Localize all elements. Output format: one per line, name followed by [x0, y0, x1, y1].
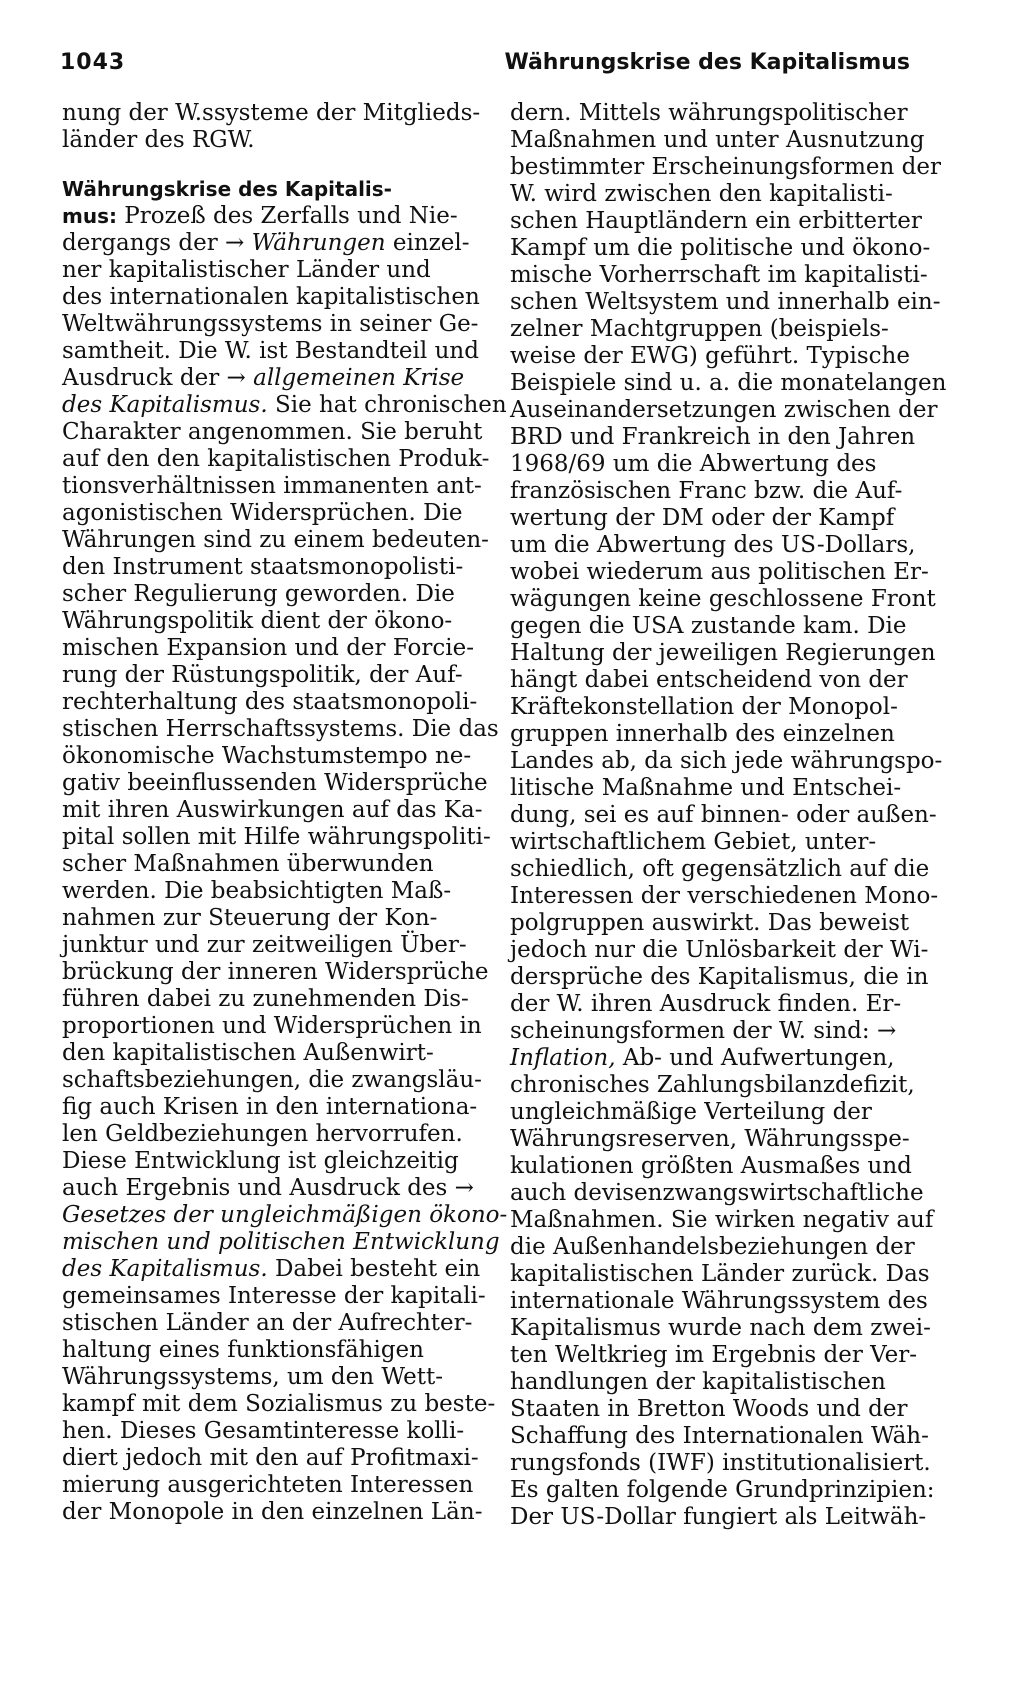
text-segment: werden. Die beabsichtigten Maß- [62, 878, 452, 904]
italic-reference: allgemeinen Krise [253, 365, 465, 391]
text-line [62, 1040, 482, 1067]
text-segment: die Außenhandelsbeziehungen der [510, 1234, 915, 1260]
text-segment: Schaffung des Internationalen Wäh- [510, 1423, 929, 1449]
text-line [62, 1094, 482, 1121]
text-line [510, 478, 920, 505]
text-line [62, 1337, 482, 1364]
text-line [510, 1126, 920, 1153]
text-line [62, 392, 507, 419]
text-line [62, 554, 482, 581]
text-line [510, 829, 920, 856]
text-line [510, 1072, 920, 1099]
text-segment: Ausdruck der → [62, 365, 254, 391]
text-line [62, 581, 482, 608]
text-line [510, 856, 930, 883]
text-segment: fig auch Krisen in den internationa- [62, 1094, 478, 1120]
text-segment: ökonomische Wachstumstempo ne- [62, 743, 472, 769]
text-line [510, 1423, 929, 1450]
text-segment: Währungsreserven, Währungsspe- [510, 1126, 910, 1152]
text-segment: litische Maßnahme und Entschei- [510, 775, 902, 801]
text-line [62, 770, 488, 797]
text-segment: haltung eines funktionsfähigen [62, 1337, 424, 1363]
text-line [62, 851, 482, 878]
text-segment: Währungen sind zu einem bedeuten- [62, 527, 489, 553]
text-segment: agonistischen Widersprüchen. Die [62, 500, 463, 526]
text-segment: schaftsbeziehungen, die zwangsläu- [62, 1067, 482, 1093]
text-line [510, 721, 920, 748]
text-segment: mischen Expansion und der Forcie- [62, 635, 475, 661]
text-segment: scher Regulierung geworden. Die [62, 581, 455, 607]
text-segment: stischen Länder an der Aufrechter- [62, 1310, 473, 1336]
text-line [510, 370, 947, 397]
text-segment: Kräftekonstellation der Monopol- [510, 694, 898, 720]
text-segment: führen dabei zu zunehmenden Dis- [62, 986, 469, 1012]
text-segment: chronisches Zahlungsbilanzdefizit, [510, 1072, 915, 1098]
text-line [510, 640, 936, 667]
text-line [62, 716, 499, 743]
text-segment: BRD und Frankreich in den Jahren [510, 424, 916, 450]
text-segment: internationale Währungssystem des [510, 1288, 928, 1314]
text-segment: nahmen zur Steuerung der Kon- [62, 905, 438, 931]
italic-reference: mischen und politischen Entwicklung [62, 1229, 500, 1255]
text-segment: der W. ihren Ausdruck finden. Er- [510, 991, 902, 1017]
text-line [510, 1504, 927, 1531]
text-line [62, 1391, 496, 1418]
text-segment: Kapitalismus wurde nach dem zwei- [510, 1315, 931, 1341]
text-segment: den Instrument staatsmonopolisti- [62, 554, 464, 580]
text-line [510, 505, 920, 532]
text-line [62, 1121, 482, 1148]
text-line [510, 208, 920, 235]
text-segment: schiedlich, oft gegensätzlich auf die [510, 856, 930, 882]
text-line [510, 1315, 931, 1342]
text-segment: Diese Entwicklung ist gleichzeitig [62, 1148, 459, 1174]
text-line [510, 1396, 920, 1423]
text-line [510, 100, 920, 127]
text-segment: mische Vorherrschaft im kapitalisti- [510, 262, 928, 288]
text-segment: schen Hauptländern ein erbitterter [510, 208, 922, 234]
text-line [62, 1229, 500, 1256]
text-segment: hen. Dieses Gesamtinteresse kolli- [62, 1418, 465, 1444]
text-segment: Auseinandersetzungen zwischen der [510, 397, 938, 423]
text-line [62, 1175, 482, 1202]
left-column [62, 100, 508, 1526]
text-line [62, 1283, 486, 1310]
text-line [510, 262, 928, 289]
text-line [62, 311, 482, 338]
text-segment: polgruppen auswirkt. Das beweist [510, 910, 910, 936]
text-segment: Währungspolitik dient der ökono- [62, 608, 453, 634]
text-line [510, 802, 937, 829]
text-segment: Beispiele sind u. a. die monatelangen [510, 370, 947, 396]
text-line [510, 1450, 931, 1477]
text-line [510, 289, 941, 316]
text-segment: pital sollen mit Hilfe währungspoliti- [62, 824, 491, 850]
text-segment: wirtschaftlichem Gebiet, unter- [510, 829, 877, 855]
text-segment: einzel- [385, 230, 470, 256]
text-segment: len Geldbeziehungen hervorrufen. [62, 1121, 463, 1147]
entry-headword-line [62, 203, 482, 230]
text-line [62, 959, 489, 986]
text-line [510, 127, 925, 154]
text-segment: schen Weltsystem und innerhalb ein- [510, 289, 941, 315]
text-segment: Es galten folgende Grundprinzipien: [510, 1477, 935, 1503]
page-header [60, 50, 910, 90]
text-segment: kapitalistischen Länder zurück. Das [510, 1261, 930, 1287]
text-line [62, 1202, 508, 1229]
right-column [510, 100, 947, 1531]
text-line [62, 689, 482, 716]
right-body [510, 100, 947, 1531]
entry-headword: Währungskrise des Kapitalis- [62, 177, 392, 201]
text-segment: dergangs der → [62, 230, 252, 256]
text-segment: Dabei besteht ein [267, 1256, 481, 1282]
text-line [510, 1369, 920, 1396]
text-line [510, 694, 920, 721]
text-segment: Charakter angenommen. Sie beruht [62, 419, 483, 445]
text-segment: kampf mit dem Sozialismus zu beste- [62, 1391, 496, 1417]
text-line [510, 586, 936, 613]
text-line [510, 910, 920, 937]
text-segment: Landes ab, da sich jede währungspo- [510, 748, 943, 774]
text-segment: Kampf um die politische und ökono- [510, 235, 931, 261]
text-segment: Ab- und Aufwertungen, [615, 1045, 895, 1071]
text-line [62, 878, 482, 905]
text-line [62, 986, 482, 1013]
text-line [510, 1153, 920, 1180]
text-line [62, 608, 482, 635]
text-segment: auch Ergebnis und Ausdruck des → [62, 1175, 474, 1201]
text-line [510, 1261, 930, 1288]
text-line [62, 1364, 482, 1391]
text-segment: ner kapitalistischer Länder und [62, 257, 431, 283]
text-segment: mierung ausgerichteten Interessen [62, 1472, 474, 1498]
text-line [510, 343, 920, 370]
text-line [62, 1418, 482, 1445]
text-line [510, 1477, 935, 1504]
text-line [510, 1180, 924, 1207]
text-line [62, 365, 482, 392]
page-number: 1043 [60, 50, 126, 75]
text-segment: 1968/69 um die Abwertung des [510, 451, 877, 477]
text-segment: kulationen größten Ausmaßes und [510, 1153, 912, 1179]
text-line [510, 964, 929, 991]
text-segment: wertung der DM oder der Kampf [510, 505, 895, 531]
text-line [62, 1445, 482, 1472]
text-line [510, 559, 929, 586]
text-line [62, 230, 482, 257]
text-segment: rechterhaltung des staatsmonopoli- [62, 689, 478, 715]
text-line [510, 667, 920, 694]
text-line [62, 419, 482, 446]
text-line [510, 1288, 928, 1315]
text-segment: wägungen keine geschlossene Front [510, 586, 936, 612]
text-segment: gegen die USA zustande kam. Die [510, 613, 907, 639]
text-line [62, 500, 482, 527]
text-segment: mit ihren Auswirkungen auf das Ka- [62, 797, 483, 823]
text-line [62, 446, 490, 473]
text-segment: brückung der inneren Widersprüche [62, 959, 489, 985]
text-segment: gruppen innerhalb des einzelnen [510, 721, 895, 747]
text-segment: dung, sei es auf binnen- oder außen- [510, 802, 937, 828]
text-segment: rungsfonds (IWF) institutionalisiert. [510, 1450, 931, 1476]
entry-headword: mus: [62, 204, 117, 228]
italic-reference: Währungen [251, 230, 386, 256]
text-line [62, 1472, 482, 1499]
text-segment: Haltung der jeweiligen Regierungen [510, 640, 936, 666]
text-segment: zelner Machtgruppen (beispiels- [510, 316, 889, 342]
text-segment: ten Weltkrieg im Ergebnis der Ver- [510, 1342, 918, 1368]
text-line [62, 338, 482, 365]
text-segment: jedoch nur die Unlösbarkeit der Wi- [510, 937, 929, 963]
text-line [510, 1234, 920, 1261]
text-line [62, 473, 482, 500]
text-line [510, 883, 939, 910]
text-segment: Interessen der verschiedenen Mono- [510, 883, 939, 909]
text-line [510, 991, 920, 1018]
text-line [510, 1099, 920, 1126]
text-segment: gativ beeinflussenden Widersprüche [62, 770, 488, 796]
italic-reference: Inflation, [510, 1045, 616, 1071]
text-line [510, 316, 920, 343]
text-line [510, 1342, 920, 1369]
text-line [510, 181, 920, 208]
text-line [510, 397, 938, 424]
italic-reference: des Kapitalismus. [62, 1256, 268, 1282]
text-line [510, 451, 920, 478]
text-line [62, 824, 491, 851]
text-segment: den kapitalistischen Außenwirt- [62, 1040, 434, 1066]
text-line [510, 154, 941, 181]
text-line [62, 932, 482, 959]
text-line [62, 1013, 482, 1040]
text-segment: auch devisenzwangswirtschaftliche [510, 1180, 924, 1206]
text-line [510, 1045, 920, 1072]
text-line [62, 527, 489, 554]
text-segment: auf den den kapitalistischen Produk- [62, 446, 490, 472]
text-line [510, 424, 920, 451]
text-line [510, 613, 920, 640]
text-segment: junktur und zur zeitweiligen Über- [62, 932, 467, 958]
text-line [62, 1067, 482, 1094]
text-line [62, 1499, 482, 1526]
text-segment: ungleichmäßige Verteilung der [510, 1099, 872, 1125]
text-segment: der Monopole in den einzelnen Län- [62, 1499, 483, 1525]
italic-reference: des Kapitalismus. [62, 392, 268, 418]
text-segment: tionsverhältnissen immanenten ant- [62, 473, 482, 499]
text-line [510, 937, 929, 964]
text-line: länder des RGW. [62, 127, 255, 153]
text-segment: Währungssystems, um den Wett- [62, 1364, 444, 1390]
text-line [62, 1148, 482, 1175]
text-segment: französischen Franc bzw. die Auf- [510, 478, 903, 504]
text-line [62, 662, 482, 689]
text-segment: bestimmter Erscheinungsformen der [510, 154, 941, 180]
text-segment: rung der Rüstungspolitik, der Auf- [62, 662, 463, 688]
text-line [510, 775, 920, 802]
text-segment: dersprüche des Kapitalismus, die in [510, 964, 929, 990]
text-segment: dern. Mittels währungspolitischer [510, 100, 908, 126]
italic-reference: Gesetzes der ungleichmäßigen ökono- [62, 1202, 508, 1228]
text-segment: proportionen und Widersprüchen in [62, 1013, 482, 1039]
running-head: Währungskrise des Kapitalismus [504, 50, 910, 75]
text-segment: Weltwährungssystems in seiner Ge- [62, 311, 479, 337]
text-segment: Sie hat chronischen [267, 392, 507, 418]
text-segment: hängt dabei entscheidend von der [510, 667, 908, 693]
text-segment: um die Abwertung des US-Dollars, [510, 532, 916, 558]
text-segment: Staaten in Bretton Woods und der [510, 1396, 908, 1422]
text-segment: scheinungsformen der W. sind: → [510, 1018, 897, 1044]
text-line [62, 743, 482, 770]
text-line [62, 635, 482, 662]
text-segment: scher Maßnahmen überwunden [62, 851, 434, 877]
text-segment: Der US-Dollar fungiert als Leitwäh- [510, 1504, 927, 1530]
text-segment: weise der EWG) geführt. Typische [510, 343, 910, 369]
text-line [62, 1256, 482, 1283]
text-segment: gemeinsames Interesse der kapitali- [62, 1283, 486, 1309]
text-line [62, 284, 482, 311]
text-segment: stischen Herrschaftssystems. Die das [62, 716, 499, 742]
text-line [62, 797, 482, 824]
text-segment: samtheit. Die W. ist Bestandteil und [62, 338, 479, 364]
text-segment: Prozeß des Zerfalls und Nie- [116, 203, 458, 229]
paragraph-gap [62, 154, 482, 176]
text-segment: diert jedoch mit den auf Profitmaxi- [62, 1445, 479, 1471]
entry-headword-line [62, 176, 482, 203]
text-segment: W. wird zwischen den kapitalisti- [510, 181, 893, 207]
text-line [62, 1310, 482, 1337]
text-line [510, 748, 943, 775]
text-line [62, 257, 482, 284]
text-line: nung der W.ssysteme der Mitglieds- [62, 100, 481, 126]
text-line [510, 1207, 934, 1234]
text-segment: handlungen der kapitalistischen [510, 1369, 886, 1395]
text-segment: des internationalen kapitalistischen [62, 284, 480, 310]
text-line [510, 235, 931, 262]
text-segment: Maßnahmen. Sie wirken negativ auf [510, 1207, 934, 1233]
text-segment: Maßnahmen und unter Ausnutzung [510, 127, 925, 153]
text-line [62, 905, 482, 932]
text-line [510, 532, 920, 559]
left-body [62, 230, 508, 1526]
text-segment: wobei wiederum aus politischen Er- [510, 559, 929, 585]
text-line [510, 1018, 920, 1045]
